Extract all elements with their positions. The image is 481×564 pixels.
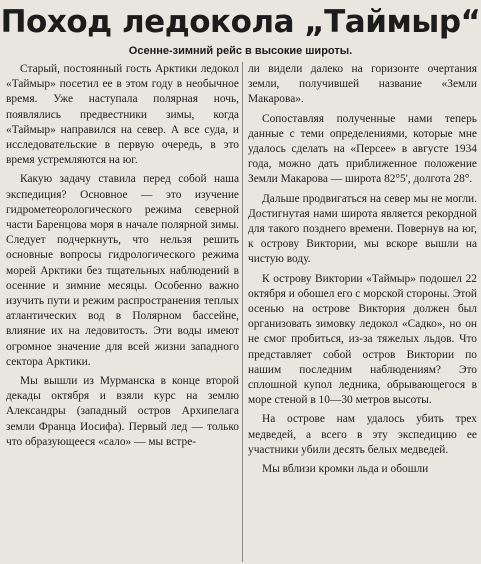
- column-divider: [242, 62, 243, 562]
- article-paragraph: Дальше продвигаться на север мы не могли. Достигнутая нами широта является рекордной для такого позднего времени. Повернув на юг, к острову Виктории, мы вскоре вышли на чистую воду.: [248, 192, 477, 266]
- article-paragraph: На острове нам удалось убить трех медведей, а всего в эту экспедицию ее участники убили десять белых медведей.: [248, 413, 477, 456]
- article-column-right: [248, 62, 477, 477]
- article-paragraph: ли видели далеко на горизонте очертания земли, получившей название «Земли Макарова».: [248, 63, 477, 106]
- article-paragraph: Какую задачу ставила перед собой наша экспедиция? Основное — это изучение гидрометеорологического режима северной части Баренцова моря в начале полярной зимы. Следует подчеркнуть, что нельзя решить основные вопросы гидрологического режима морей Арктики без тщательных наблюдений в осенние и зимние месяцы. Особенно важно изучить пути и режим распространения теплых атлантических вод в Полярном бассейне, влияние их на ледовитость. Эти воды имеют огромное значение для всей жизни западного сектора Арктики.: [6, 173, 239, 368]
- article-paragraph: Мы вблизи кромки льда и обошли: [262, 463, 429, 476]
- article-headline: Поход ледокола „Таймыр“: [0, 4, 481, 40]
- article-column-left: [6, 62, 239, 450]
- article-paragraph: К острову Виктории «Таймыр» подошел 22 октября и обошел его с морской стороны. Этой осенью на острове Виктория должен был организовать зимовку ледокол «Садко», но он не смог пробиться, из-за тяжелых льдов. Что представляет собой остров Виктории по нашим последним наблюдениям? Это сплошной купол ледника, обрывающегося в море стеной в 10—30 метров высоты.: [248, 272, 477, 407]
- article-paragraph: Старый, постоянный гость Арктики ледокол «Таймыр» посетил ее в этом году в необычное время. Уже наступала полярная ночь, появлялись предвестники зимы, когда «Таймыр» направился на север. А все суда, и исследовательские в первую очередь, в это время устремляются на юг.: [6, 63, 239, 167]
- article-paragraph: Мы вышли из Мурманска в конце второй декады октября и взяли курс на землю Александры (западный остров Архипелага земли Франца Иосифа). Первый лед — только что образующееся «сало» — мы встре-: [6, 375, 239, 448]
- article-subhead: Осенне-зимний рейс в высокие широты.: [128, 45, 353, 57]
- article-paragraph: Сопоставляя полученные нами теперь данные с теми определениями, которые мне удалось сделать на «Персее» в августе 1934 года, можно дать приближенное положение Земли Макарова — широта 82°5', долгота 28°.: [248, 112, 477, 186]
